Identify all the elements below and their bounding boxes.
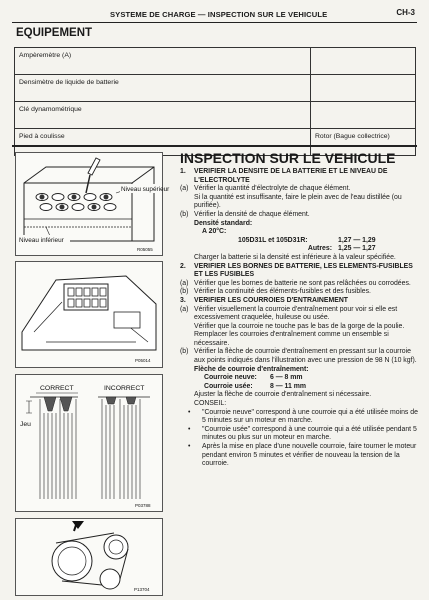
step-3a-note-2: Remplacer les courroies d'entraînement comme un ensemble si nécessaire. [194, 331, 389, 347]
step-3a-note-1: Vérifier que la courroie ne touche pas le bas de la gorge de la poulie. [194, 322, 405, 330]
arrow-down-icon [72, 521, 84, 529]
table-cell: Densimètre de liquide de batterie [15, 75, 311, 102]
density-spec-2: Autres: 1,25 — 1,27 [307, 245, 376, 253]
step-1-heading: 1. VERIFIER LA DENSITE DE LA BATTERIE ET LE NIVEAU DE L'ELECTROLYTE [180, 168, 388, 184]
step-1a-note: Si la quantité est insuffisante, faire le plein avec de l'eau distillée (ou purifiée). [194, 193, 402, 210]
table-cell: Clé dynamométrique [15, 102, 311, 129]
list-item: • "Courroie neuve" correspond à une courroie qui a été utilisée moins de 5 minutes sur un moteur en marche. [188, 408, 418, 425]
figure-code: P05014 [135, 358, 151, 363]
step-3a: (a) Vérifier visuellement la courroie d'entraînement pour voir si elle est excessivement craquelée, huileuse ou usée. [180, 305, 398, 322]
table-cell: Pied à coulisse [15, 129, 311, 156]
belt-seating-figure [15, 374, 163, 512]
adjust-note: Ajuster la flèche de courroie d'entraînement si nécessaire. [194, 391, 372, 399]
list-item: • Après la mise en place d'une nouvelle courroie, faire tourner le moteur pendant environ 5 minutes et vérifier de nouveau la tension de la courroie. [188, 443, 417, 468]
new-belt-spec: Courroie neuve: 6 — 8 mm [204, 374, 303, 382]
header-rule [12, 22, 417, 23]
temperature-label: A 20°C: [202, 228, 227, 236]
inspection-section [180, 150, 418, 469]
fusible-elements-figure [15, 261, 163, 368]
step-1a: (a) Vérifier la quantité d'électrolyte de chaque élément. [180, 185, 351, 193]
step-3-heading: 3. VERIFIER LES COURROIES D'ENTRAINEMENT [180, 296, 349, 304]
table-cell [311, 48, 416, 75]
clearance-label: Jeu [20, 421, 31, 428]
lower-level-label: Niveau inférieur [19, 237, 64, 244]
density-spec-1: 105D31L et 105D31R: 1,27 — 1,29 [238, 236, 376, 244]
table-cell: Rotor (Bague collectrice) [311, 129, 416, 156]
table-cell: Ampèremètre (A) [15, 48, 311, 75]
equipment-title: EQUIPEMENT [16, 27, 93, 39]
step-1-note: Charger la batterie si la densité est inférieure à la valeur spécifiée. [194, 253, 396, 261]
table-cell [311, 75, 416, 102]
table-cell [311, 102, 416, 129]
figure-code: P13704 [134, 587, 150, 592]
step-1b: (b) Vérifier la densité de chaque élément. [180, 210, 310, 218]
correct-label: CORRECT [40, 385, 74, 392]
step-2a: (a) Vérifier que les bornes de batterie ne sont pas relâchées ou corrodées. [180, 279, 411, 287]
section-rule [12, 145, 417, 147]
page-number: CH-3 [396, 8, 415, 17]
table-row [15, 102, 416, 129]
belt-deflection-figure [15, 518, 163, 596]
header-title: SYSTEME DE CHARGE — INSPECTION SUR LE VEHICULE [110, 10, 328, 19]
figure-code: P03788 [135, 503, 151, 508]
used-belt-spec: Courroie usée: 8 — 11 mm [204, 382, 307, 390]
upper-level-label: Niveau supérieur [121, 186, 170, 193]
incorrect-label: INCORRECT [104, 385, 145, 392]
step-2-heading: 2. VERIFIER LES BORNES DE BATTERIE, LES ELEMENTS-FUSIBLES ET LES FUSIBLES [180, 262, 413, 279]
hint-label: CONSEIL: [194, 400, 227, 408]
step-2b: (b) Vérifier la continuité des éléments-fusibles et des fusibles. [180, 288, 371, 296]
equipment-table [14, 47, 416, 156]
section-title: INSPECTION SUR LE VEHICULE [180, 150, 396, 166]
step-3b: (b) Vérifier la flèche de courroie d'entraînement en pressant sur la courroie aux points indiqués dans l'illustration avec une pression de 98 N (10 kgf). [180, 348, 417, 365]
battery-level-figure [15, 152, 170, 256]
deflection-label: Flèche de courroie d'entraînement: [194, 365, 309, 373]
list-item: • "Courroie usée" correspond à une courroie qui a été utilisée pendant 5 minutes ou plus sur un moteur en marche. [188, 425, 417, 442]
table-row [15, 48, 416, 75]
standard-density-label: Densité standard: [194, 219, 253, 227]
table-row [15, 75, 416, 102]
figure-code: R05055 [137, 247, 153, 252]
